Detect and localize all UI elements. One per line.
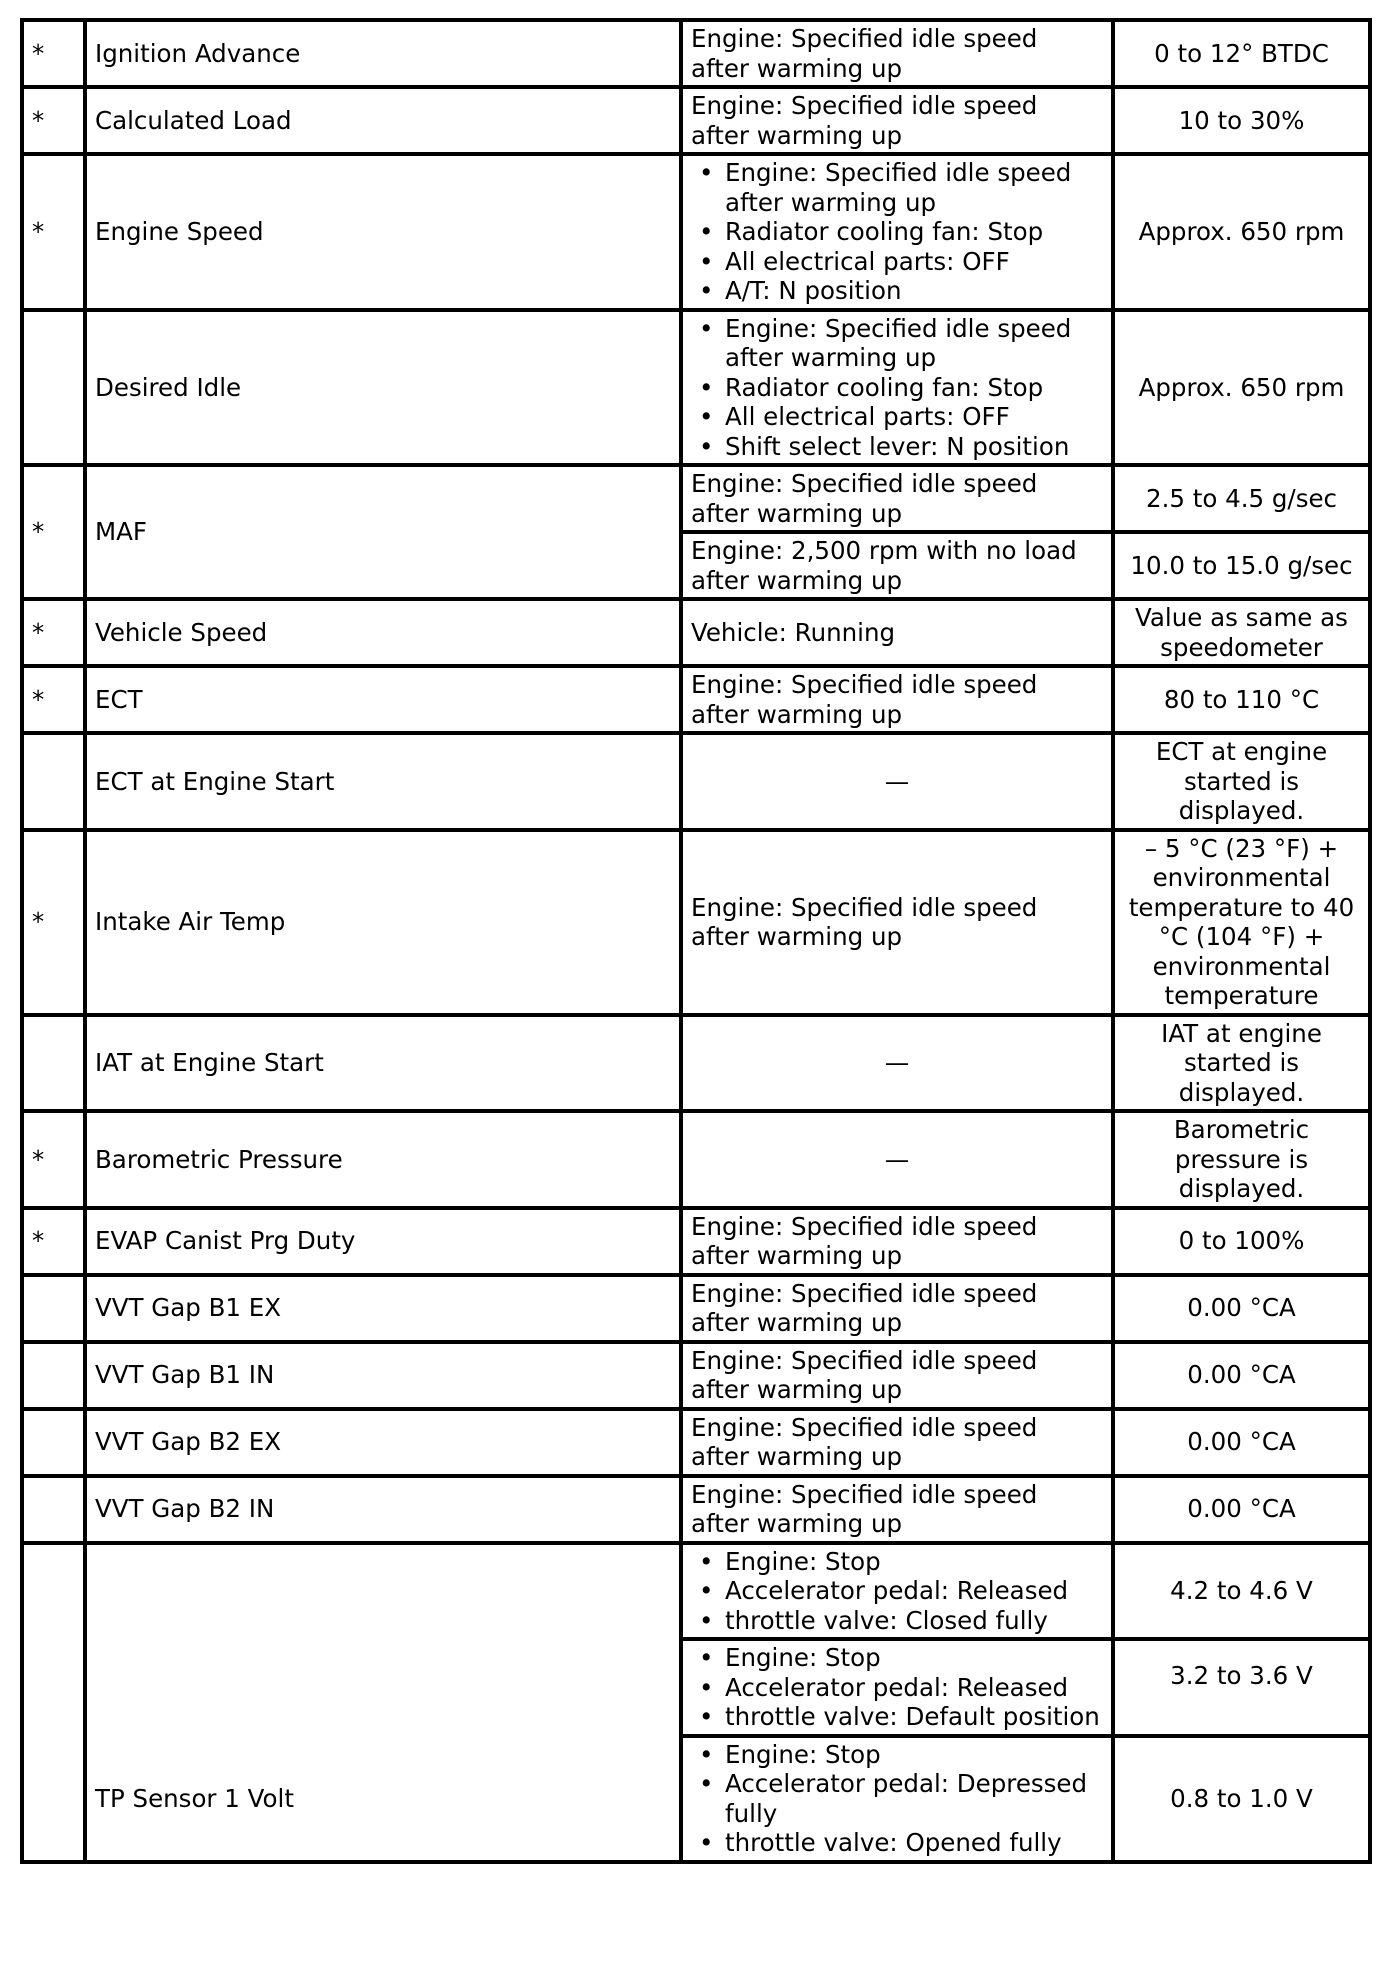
condition-bullet-list bbox=[691, 158, 1103, 306]
condition-bullet-item: • Engine: Stop bbox=[725, 1547, 1103, 1577]
data-list-table bbox=[20, 18, 1372, 1864]
asterisk-mark-cell bbox=[22, 1476, 85, 1543]
table-body bbox=[22, 20, 1370, 1862]
asterisk-mark-cell bbox=[22, 1409, 85, 1476]
condition-bullet-item: • throttle valve: Closed fully bbox=[725, 1606, 1103, 1636]
table-row bbox=[22, 1111, 1370, 1208]
item-name-cell: Intake Air Temp bbox=[85, 830, 681, 1015]
condition-cell bbox=[681, 465, 1113, 532]
asterisk-mark-cell bbox=[22, 1015, 85, 1112]
table-row bbox=[22, 1543, 1370, 1640]
condition-cell bbox=[681, 599, 1113, 666]
table-row bbox=[22, 1409, 1370, 1476]
normal-value-cell: IAT at engine started is displayed. bbox=[1113, 1015, 1370, 1112]
condition-bullet-list bbox=[691, 1547, 1103, 1636]
normal-value-cell: 0 to 12° BTDC bbox=[1113, 20, 1370, 87]
condition-cell bbox=[681, 830, 1113, 1015]
table-row bbox=[22, 1015, 1370, 1112]
table-row bbox=[22, 310, 1370, 466]
asterisk-mark-cell bbox=[22, 1543, 85, 1862]
condition-text: Engine: Specified idle speed after warming up bbox=[691, 1278, 1038, 1337]
table-row bbox=[22, 830, 1370, 1015]
condition-text: Engine: Specified idle speed after warming up bbox=[691, 1211, 1038, 1270]
table-row bbox=[22, 87, 1370, 154]
condition-text: Vehicle: Running bbox=[691, 617, 896, 647]
condition-cell bbox=[681, 1409, 1113, 1476]
condition-bullet-item: • Engine: Stop bbox=[725, 1740, 1103, 1770]
condition-bullet-item: • Engine: Specified idle speed after warming up bbox=[725, 314, 1103, 373]
table-row bbox=[22, 666, 1370, 733]
normal-value-cell: 80 to 110 °C bbox=[1113, 666, 1370, 733]
condition-cell bbox=[681, 1208, 1113, 1275]
condition-bullet-item: • Radiator cooling fan: Stop bbox=[725, 217, 1103, 247]
table-row bbox=[22, 1342, 1370, 1409]
item-name-cell: VVT Gap B2 EX bbox=[85, 1409, 681, 1476]
asterisk-mark-cell bbox=[22, 1342, 85, 1409]
item-name-cell: Ignition Advance bbox=[85, 20, 681, 87]
table-row bbox=[22, 599, 1370, 666]
condition-cell bbox=[681, 1639, 1113, 1736]
item-name-cell: VVT Gap B2 IN bbox=[85, 1476, 681, 1543]
condition-cell bbox=[681, 310, 1113, 466]
condition-bullet-item: • All electrical parts: OFF bbox=[725, 247, 1103, 277]
asterisk-mark-cell: * bbox=[22, 465, 85, 599]
condition-text: Engine: Specified idle speed after warming up bbox=[691, 91, 1038, 150]
item-name-cell: EVAP Canist Prg Duty bbox=[85, 1208, 681, 1275]
table-row bbox=[22, 20, 1370, 87]
condition-cell bbox=[681, 1015, 1113, 1112]
normal-value-cell: 0.00 °CA bbox=[1113, 1409, 1370, 1476]
condition-bullet-item: • A/T: N position bbox=[725, 276, 1103, 306]
normal-value-cell: 3.2 to 3.6 V bbox=[1113, 1639, 1370, 1736]
condition-bullet-list bbox=[691, 1643, 1103, 1732]
asterisk-mark-cell: * bbox=[22, 599, 85, 666]
condition-bullet-item: • Engine: Specified idle speed after warming up bbox=[725, 158, 1103, 217]
normal-value-cell: 0.00 °CA bbox=[1113, 1476, 1370, 1543]
condition-cell bbox=[681, 1111, 1113, 1208]
item-name-cell: MAF bbox=[85, 465, 681, 599]
item-name-cell: ECT at Engine Start bbox=[85, 733, 681, 830]
condition-bullet-item: • Accelerator pedal: Released bbox=[725, 1576, 1103, 1606]
condition-text: — bbox=[884, 766, 910, 796]
table-row bbox=[22, 733, 1370, 830]
asterisk-mark-cell: * bbox=[22, 830, 85, 1015]
normal-value-cell: 0.8 to 1.0 V bbox=[1113, 1736, 1370, 1862]
condition-bullet-item: • Shift select lever: N position bbox=[725, 432, 1103, 462]
item-name-cell: Barometric Pressure bbox=[85, 1111, 681, 1208]
asterisk-mark-cell: * bbox=[22, 20, 85, 87]
condition-cell bbox=[681, 1275, 1113, 1342]
condition-text: Engine: Specified idle speed after warming up bbox=[691, 1479, 1038, 1538]
normal-value-cell: Barometric pressure is displayed. bbox=[1113, 1111, 1370, 1208]
normal-value-cell: 2.5 to 4.5 g/sec bbox=[1113, 465, 1370, 532]
condition-bullet-item: • Accelerator pedal: Released bbox=[725, 1673, 1103, 1703]
condition-cell bbox=[681, 733, 1113, 830]
asterisk-mark-cell: * bbox=[22, 1208, 85, 1275]
condition-cell bbox=[681, 1736, 1113, 1862]
normal-value-cell: 10.0 to 15.0 g/sec bbox=[1113, 532, 1370, 599]
table-row bbox=[22, 1275, 1370, 1342]
normal-value-cell: ECT at engine started is displayed. bbox=[1113, 733, 1370, 830]
condition-text: Engine: Specified idle speed after warming up bbox=[691, 469, 1038, 528]
asterisk-mark-cell bbox=[22, 733, 85, 830]
item-name-cell: Engine Speed bbox=[85, 154, 681, 310]
normal-value-cell: 10 to 30% bbox=[1113, 87, 1370, 154]
normal-value-cell: Value as same as speedometer bbox=[1113, 599, 1370, 666]
table-row bbox=[22, 465, 1370, 532]
condition-cell bbox=[681, 20, 1113, 87]
condition-bullet-item: • Radiator cooling fan: Stop bbox=[725, 373, 1103, 403]
normal-value-cell: Approx. 650 rpm bbox=[1113, 154, 1370, 310]
condition-bullet-item: • All electrical parts: OFF bbox=[725, 402, 1103, 432]
normal-value-cell: – 5 °C (23 °F) + environmental temperature to 40 °C (104 °F) + environmental temperature bbox=[1113, 830, 1370, 1015]
condition-text: — bbox=[884, 1048, 910, 1077]
item-name-cell: Desired Idle bbox=[85, 310, 681, 466]
condition-bullet-item: • throttle valve: Opened fully bbox=[725, 1828, 1103, 1858]
condition-cell bbox=[681, 1543, 1113, 1640]
asterisk-mark-cell bbox=[22, 1275, 85, 1342]
normal-value-cell: 0.00 °CA bbox=[1113, 1342, 1370, 1409]
item-name-cell: VVT Gap B1 EX bbox=[85, 1275, 681, 1342]
condition-text: — bbox=[884, 1144, 910, 1174]
condition-text: Engine: Specified idle speed after warming up bbox=[691, 1345, 1038, 1404]
condition-text: Engine: 2,500 rpm with no load after warming up bbox=[691, 536, 1077, 595]
normal-value-cell: Approx. 650 rpm bbox=[1113, 310, 1370, 466]
item-name-cell: IAT at Engine Start bbox=[85, 1015, 681, 1112]
normal-value-cell: 4.2 to 4.6 V bbox=[1113, 1543, 1370, 1640]
condition-bullet-item: • Engine: Stop bbox=[725, 1643, 1103, 1673]
table-row bbox=[22, 154, 1370, 310]
condition-text: Engine: Specified idle speed after warming up bbox=[691, 1412, 1038, 1471]
table-row bbox=[22, 1208, 1370, 1275]
item-name-cell: Vehicle Speed bbox=[85, 599, 681, 666]
condition-text: Engine: Specified idle speed after warming up bbox=[691, 24, 1038, 83]
condition-bullet-item: • Accelerator pedal: Depressed fully bbox=[725, 1769, 1103, 1828]
asterisk-mark-cell: * bbox=[22, 154, 85, 310]
condition-bullet-list bbox=[691, 314, 1103, 462]
item-name-cell: VVT Gap B1 IN bbox=[85, 1342, 681, 1409]
normal-value-cell: 0 to 100% bbox=[1113, 1208, 1370, 1275]
condition-cell bbox=[681, 87, 1113, 154]
condition-cell bbox=[681, 1476, 1113, 1543]
item-name-cell: ECT bbox=[85, 666, 681, 733]
condition-cell bbox=[681, 532, 1113, 599]
condition-text: Engine: Specified idle speed after warming up bbox=[691, 892, 1038, 951]
asterisk-mark-cell bbox=[22, 310, 85, 466]
asterisk-mark-cell: * bbox=[22, 666, 85, 733]
condition-bullet-item: • throttle valve: Default position bbox=[725, 1702, 1103, 1732]
item-name-cell: TP Sensor 1 Volt bbox=[85, 1543, 681, 1862]
condition-cell bbox=[681, 1342, 1113, 1409]
table-row bbox=[22, 1476, 1370, 1543]
asterisk-mark-cell: * bbox=[22, 1111, 85, 1208]
asterisk-mark-cell: * bbox=[22, 87, 85, 154]
item-name-cell: Calculated Load bbox=[85, 87, 681, 154]
condition-cell bbox=[681, 666, 1113, 733]
condition-bullet-list bbox=[691, 1740, 1103, 1858]
normal-value-cell: 0.00 °CA bbox=[1113, 1275, 1370, 1342]
condition-text: Engine: Specified idle speed after warming up bbox=[691, 670, 1038, 729]
condition-cell bbox=[681, 154, 1113, 310]
